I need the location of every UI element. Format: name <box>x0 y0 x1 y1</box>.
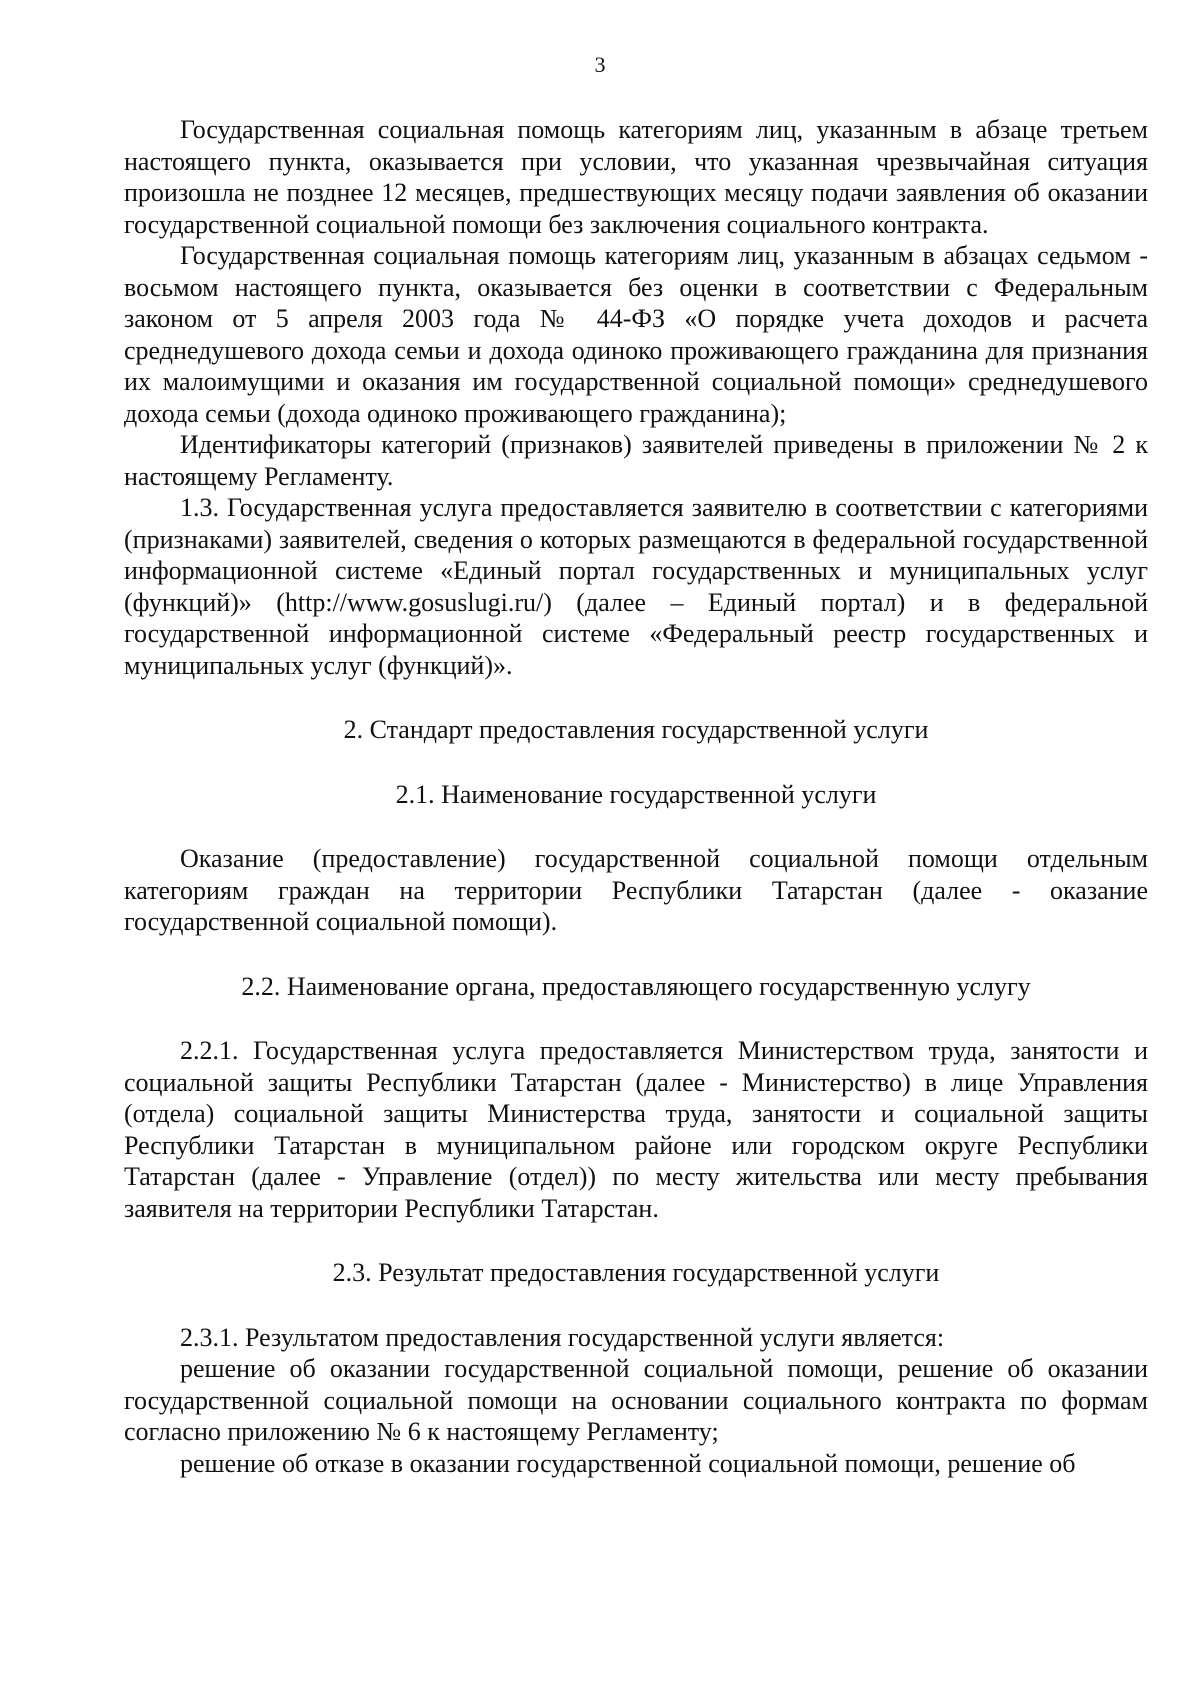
paragraph: Оказание (предоставление) государственной социальной помощи отдельным категориям граждан на территории Республики Татарстан (далее - оказание государственной социальной помощи). <box>124 844 1148 936</box>
paragraph: 1.3. Государственная услуга предоставляется заявителю в соответствии с категориями (признаками) заявителей, сведения о которых размещаются в федеральной государственной информационной системе «Единый портал государственных и муниципальных услуг (функций)» (http://www.gosuslugi.ru/) (далее – Единый портал) и в федеральной государственной информационной системе «Федеральный реестр государственных и муниципальных услуг (функций)». <box>124 493 1148 680</box>
paragraph: решение об оказании государственной социальной помощи, решение об оказании государственной социальной помощи на основании социального контракта по формам согласно приложению № 6 к настоящему Регламенту; <box>124 1354 1148 1446</box>
paragraph: решение об отказе в оказании государственной социальной помощи, решение об <box>180 1448 1076 1478</box>
subsection-heading: 2.1. Наименование государственной услуги <box>395 779 877 809</box>
paragraph: 2.3.1. Результатом предоставления государственной услуги является: <box>180 1322 945 1352</box>
paragraph: Идентификаторы категорий (признаков) заявителей приведены в приложении № 2 к настоящему Регламенту. <box>124 430 1148 491</box>
subsection-heading: 2.2. Наименование органа, предоставляющего государственную услугу <box>241 971 1031 1001</box>
page-number: 3 <box>594 52 606 77</box>
paragraph: 2.2.1. Государственная услуга предоставляется Министерством труда, занятости и социальной защиты Республики Татарстан (далее - Министерство) в лице Управления (отдела) социальной защиты Министерства труда, занятости и социальной защиты Республики Татарстан в муниципальном районе или городском округе Республики Татарстан (далее - Управление (отдел)) по месту жительства или месту пребывания заявителя на территории Республики Татарстан. <box>124 1036 1148 1223</box>
paragraph: Государственная социальная помощь категориям лиц, указанным в абзаце третьем настоящего пункта, оказывается при условии, что указанная чрезвычайная ситуация произошла не позднее 12 месяцев, предшествующих месяцу подачи заявления об оказании государственной социальной помощи без заключения социального контракта. <box>124 115 1148 239</box>
subsection-heading: 2.3. Результат предоставления государственной услуги <box>332 1258 940 1287</box>
section-heading: 2. Стандарт предоставления государственной услуги <box>343 715 929 744</box>
paragraph: Государственная социальная помощь категориям лиц, указанным в абзацах седьмом - восьмом настоящего пункта, оказывается без оценки в соответствии с Федеральным законом от 5 апреля 2003 года № 44-ФЗ «О порядке учета доходов и расчета среднедушевого дохода семьи и дохода одиноко проживающего гражданина для признания их малоимущими и оказания им государственной социальной помощи» среднедушевого дохода семьи (дохода одиноко проживающего гражданина); <box>124 241 1148 428</box>
document-body <box>124 114 1148 1479</box>
